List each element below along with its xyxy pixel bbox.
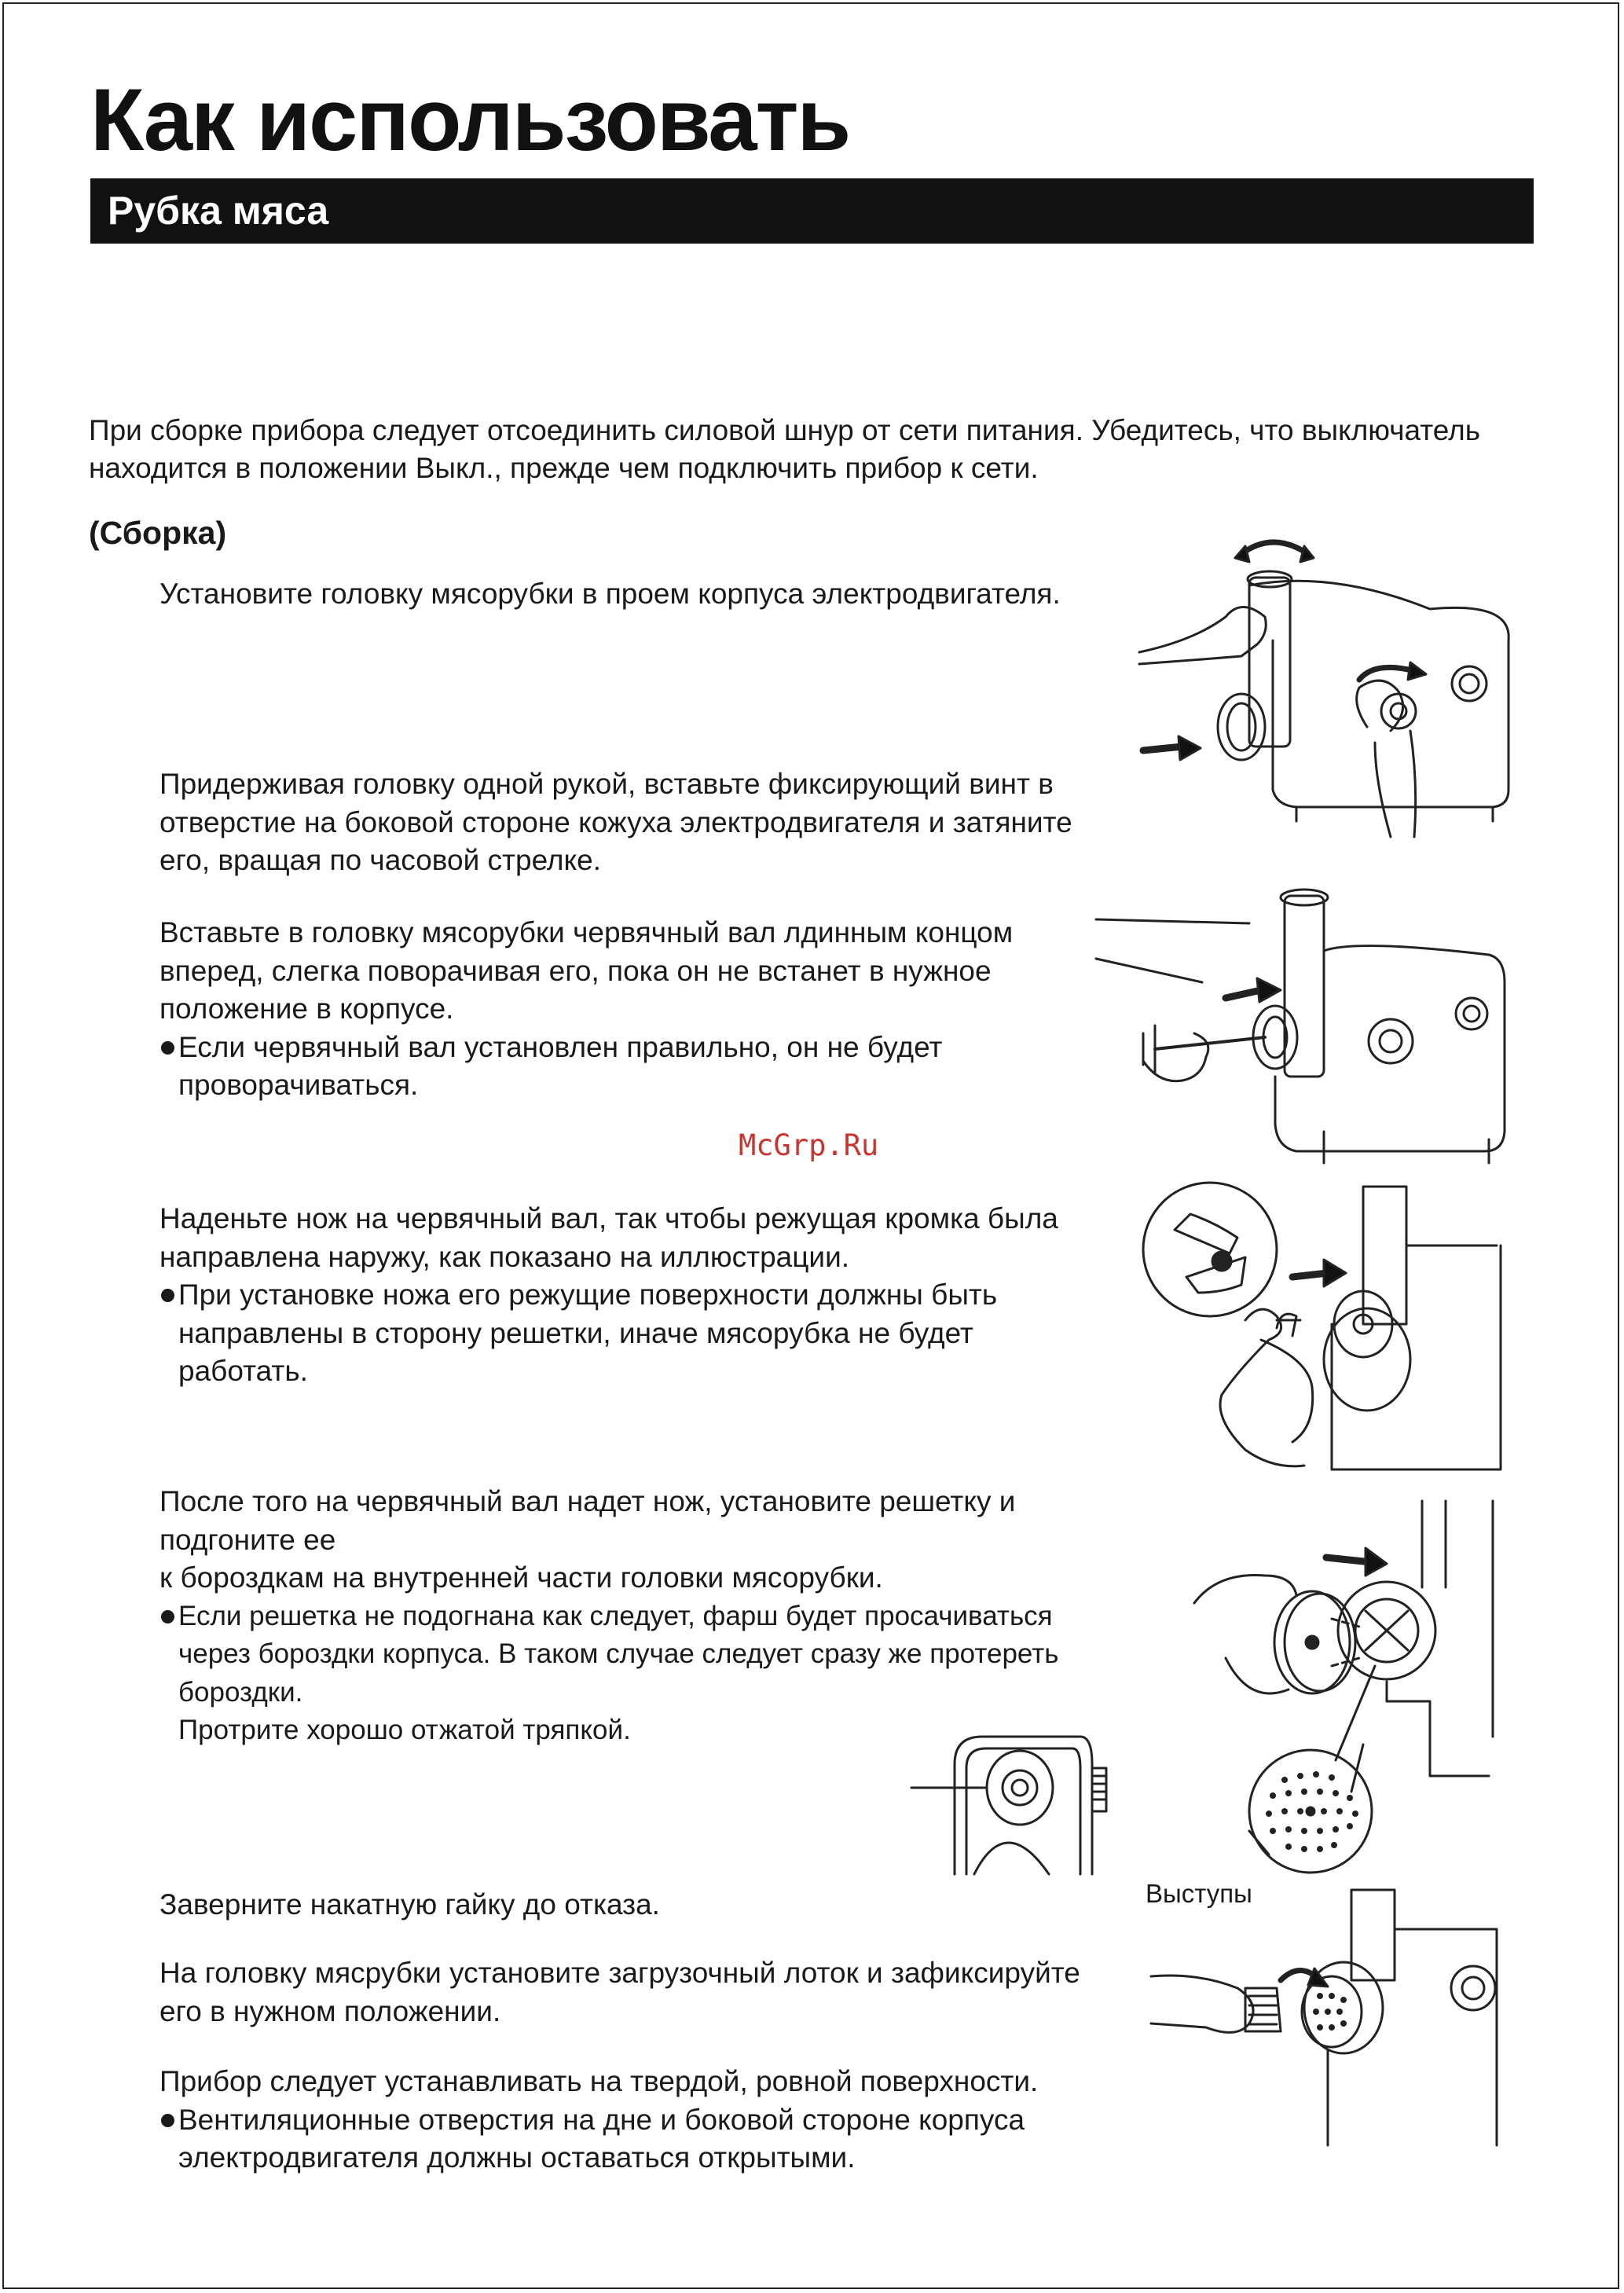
text-line: вперед, слегка поворачивая его, пока он не встанет в нужное: [159, 954, 992, 987]
step-5-text: [159, 1483, 1059, 1750]
step-6-text: [159, 1886, 660, 1924]
watermark: McGrp.Ru: [739, 1128, 879, 1162]
page-title: Как использовать: [90, 71, 850, 169]
step-8-text: [159, 2063, 1038, 2177]
text-line: После того на червячный вал надет нож, установите решетку и: [159, 1485, 1016, 1517]
bullet-item: При установке ножа его режущие поверхности должны быть: [159, 1276, 1058, 1315]
step-1-text: [159, 575, 1061, 614]
bullet-item: Вентиляционные отверстия на дне и боковой стороне корпуса: [159, 2101, 1038, 2140]
section-header: Рубка мяса: [90, 178, 1534, 244]
bullet-item: Если червячный вал установлен правильно, он не будет: [159, 1029, 1013, 1067]
illustration-head-front-view: [911, 1733, 1112, 1878]
text-line: к бороздкам на внутренней части головки мясорубки.: [159, 1561, 883, 1594]
bullet-continuation: направлены в сторону решетки, иначе мясорубка не будет: [178, 1316, 973, 1349]
illustration-attach-knife: [1143, 1183, 1501, 1477]
text-line: подгоните ее: [159, 1523, 336, 1556]
text-line: Прибор следует устанавливать на твердой, ровной поверхности.: [159, 2065, 1039, 2097]
illustration-attach-grating: [1194, 1501, 1497, 1870]
grating-holes: [1313, 1993, 1347, 2031]
text-line: Вставьте в головку мясорубки червячный вал лдинным концом: [159, 916, 1014, 948]
text-line: его в нужном положении.: [159, 1994, 501, 2027]
illustration-tighten-nut: [1151, 1886, 1501, 2145]
assembly-heading: (Сборка): [89, 515, 227, 551]
bullet-continuation: через бороздки корпуса. В таком случае следует сразу же протереть: [178, 1638, 1059, 1669]
intro-line: находится в положении Выкл., прежде чем подключить прибор к сети.: [89, 452, 1039, 484]
bullet-continuation: Протрите хорошо отжатой тряпкой.: [178, 1715, 631, 1745]
text-line: На головку мясрубки установите загрузочный лоток и зафиксируйте: [159, 1957, 1080, 1989]
intro-line: При сборке прибора следует отсоединить силовой шнур от сети питания. Убедитесь, что выключатель: [89, 414, 1481, 446]
step-4-text: [159, 1200, 1058, 1391]
step-3-text: [159, 914, 1013, 1105]
bullet-continuation: бороздки.: [178, 1676, 303, 1708]
step-7-text: [159, 1954, 1080, 2031]
text-line: Установите головку мясорубки в проем корпуса электродвигателя.: [159, 578, 1061, 610]
text-line: его, вращая по часовой стрелке.: [159, 844, 601, 876]
text-line: отверстие на боковой стороне кожуха электродвигателя и затяните: [159, 805, 1072, 838]
step-2-text: [159, 765, 1072, 880]
intro-paragraph: [89, 412, 1550, 487]
bullet-continuation: проворачиваться.: [178, 1069, 419, 1101]
text-line: Заверните накатную гайку до отказа.: [159, 1888, 660, 1921]
bullet-item: Если решетка не подогнана как следует, фарш будет просачиваться: [159, 1598, 1059, 1636]
text-line: Придерживая головку одной рукой, вставьте фиксирующий винт в: [159, 768, 1054, 800]
text-line: направлена наружу, как показано на иллюстрации.: [159, 1240, 850, 1273]
illustration-insert-shaft: [1096, 880, 1509, 1175]
bullet-continuation: работать.: [178, 1355, 308, 1387]
protrusions-label: Выступы: [1146, 1879, 1252, 1908]
text-line: Наденьте нож на червячный вал, так чтобы режущая кромка была: [159, 1202, 1058, 1235]
illustration-install-head: [1139, 523, 1516, 864]
text-line: положение в корпусе.: [159, 992, 454, 1025]
rotate-arrow-icon: [1241, 542, 1308, 554]
bullet-continuation: электродвигателя должны оставаться открытыми.: [178, 2141, 856, 2174]
